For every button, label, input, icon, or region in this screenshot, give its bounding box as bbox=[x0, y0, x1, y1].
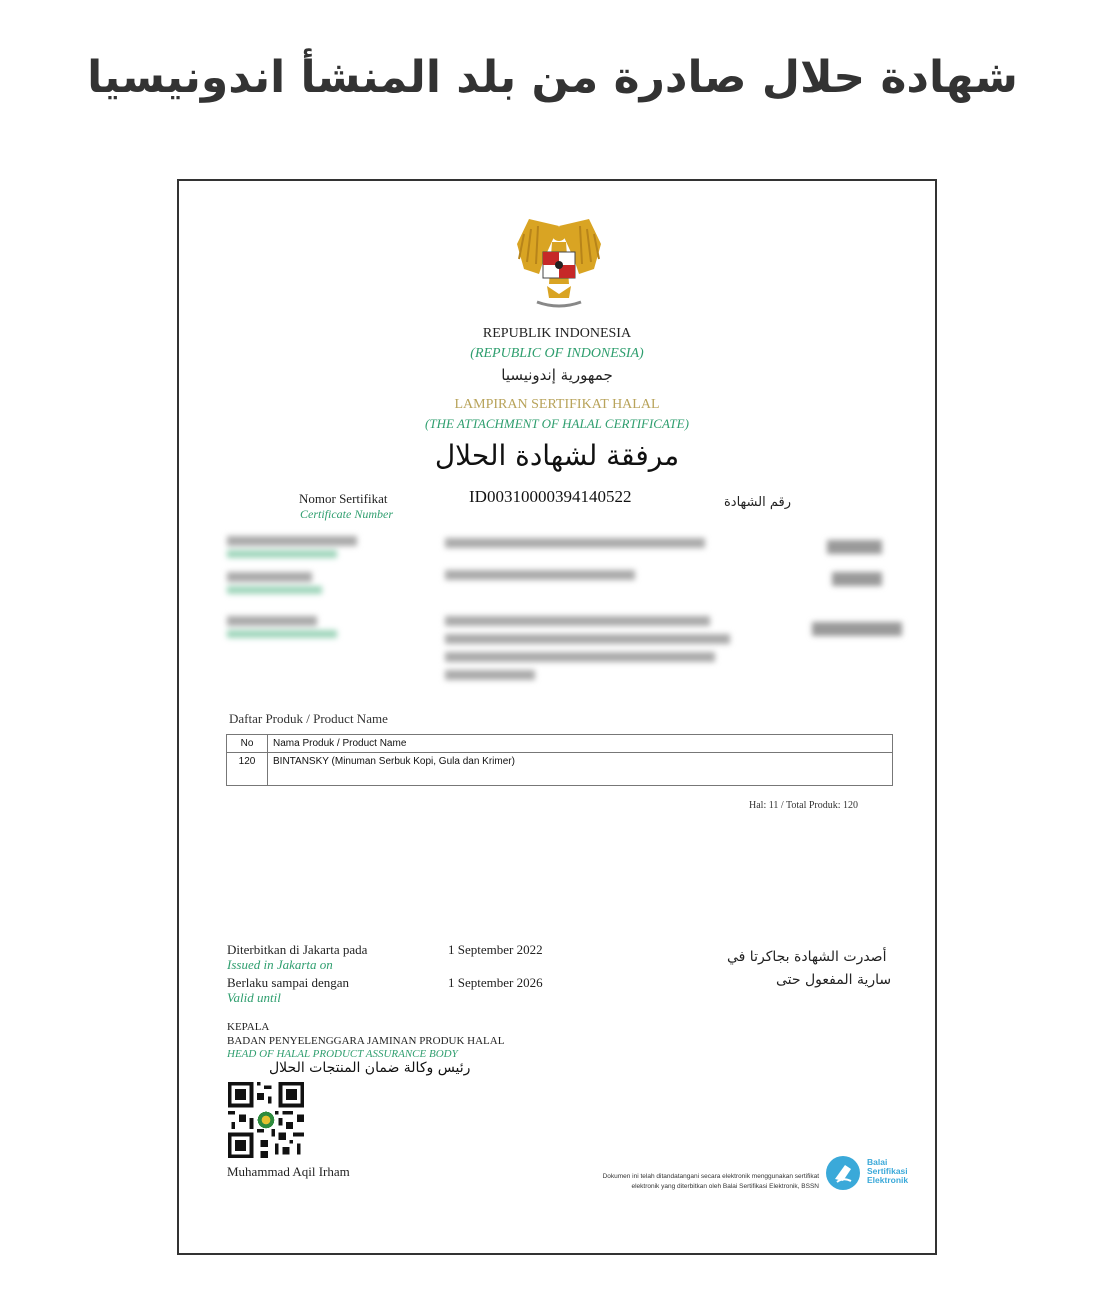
issued-label-en: Issued in Jakarta on bbox=[227, 957, 333, 972]
valid-label-id: Berlaku sampai dengan bbox=[227, 975, 350, 990]
table-row bbox=[227, 753, 893, 786]
cert-label-en: Certificate Number bbox=[300, 507, 393, 521]
republic-en-text: (REPUBLIC OF INDONESIA) bbox=[470, 346, 644, 361]
lampiran-text: LAMPIRAN SERTIFIKAT HALAL bbox=[454, 397, 660, 412]
signer-name: Muhammad Aqil Irham bbox=[227, 1164, 350, 1179]
agency-en-text: HEAD OF HALAL PRODUCT ASSURANCE BODY bbox=[227, 1048, 458, 1060]
agency-ar-text: رئيس وكالة ضمان المنتجات الحلال bbox=[269, 1060, 471, 1076]
products-heading: Daftar Produk / Product Name bbox=[229, 711, 388, 726]
cert-number: ID00310000394140522 bbox=[469, 487, 632, 506]
row-name: BINTANSKY (Minuman Serbuk Kopi, Gula dan Krimer) bbox=[268, 753, 893, 786]
republik-text: REPUBLIK INDONESIA bbox=[482, 326, 632, 341]
table-header-row bbox=[227, 735, 893, 753]
col-name-header: Nama Produk / Product Name bbox=[268, 735, 893, 753]
agency-id-text: BADAN PENYELENGGARA JAMINAN PRODUK HALAL bbox=[227, 1035, 505, 1047]
redacted-block bbox=[227, 536, 897, 686]
qr-code-icon bbox=[228, 1082, 304, 1158]
page-title: شهادة حلال صادرة من بلد المنشأ اندونيسيا bbox=[87, 52, 1018, 103]
esign-note: Dokumen ini telah ditandatangani secara elektronik menggunakan sertifikat elektronik yang diterbitkan oleh Balai Sertifikasi Elektronik, BSSN bbox=[602, 1173, 819, 1190]
valid-label-ar: سارية المفعول حتى bbox=[776, 972, 892, 988]
products-table bbox=[226, 734, 893, 786]
issued-label-id: Diterbitkan di Jakarta pada bbox=[227, 942, 368, 957]
bsre-logo-text: Balai Sertifikasi Elektronik bbox=[867, 1157, 909, 1185]
kepala-text: KEPALA bbox=[227, 1021, 270, 1033]
issued-label-ar: أصدرت الشهادة بجاكرتا في bbox=[727, 949, 887, 965]
issued-date: 1 September 2022 bbox=[448, 942, 543, 957]
cert-label-ar: رقم الشهادة bbox=[724, 495, 791, 510]
row-no: 120 bbox=[227, 753, 268, 786]
page-info: Hal: 11 / Total Produk: 120 bbox=[749, 800, 859, 811]
republic-ar-text: جمهورية إندونيسيا bbox=[501, 366, 613, 384]
valid-label-en: Valid until bbox=[227, 990, 281, 1005]
col-no-header: No bbox=[227, 735, 268, 753]
attachment-ar-text: مرفقة لشهادة الحلال bbox=[434, 439, 680, 472]
cert-label-id: Nomor Sertifikat bbox=[299, 491, 388, 506]
valid-date: 1 September 2026 bbox=[448, 975, 543, 990]
certificate-document bbox=[177, 179, 937, 1255]
attachment-en-text: (THE ATTACHMENT OF HALAL CERTIFICATE) bbox=[425, 416, 689, 431]
garuda-emblem-icon bbox=[509, 214, 609, 314]
bsre-logo-icon bbox=[825, 1155, 861, 1191]
